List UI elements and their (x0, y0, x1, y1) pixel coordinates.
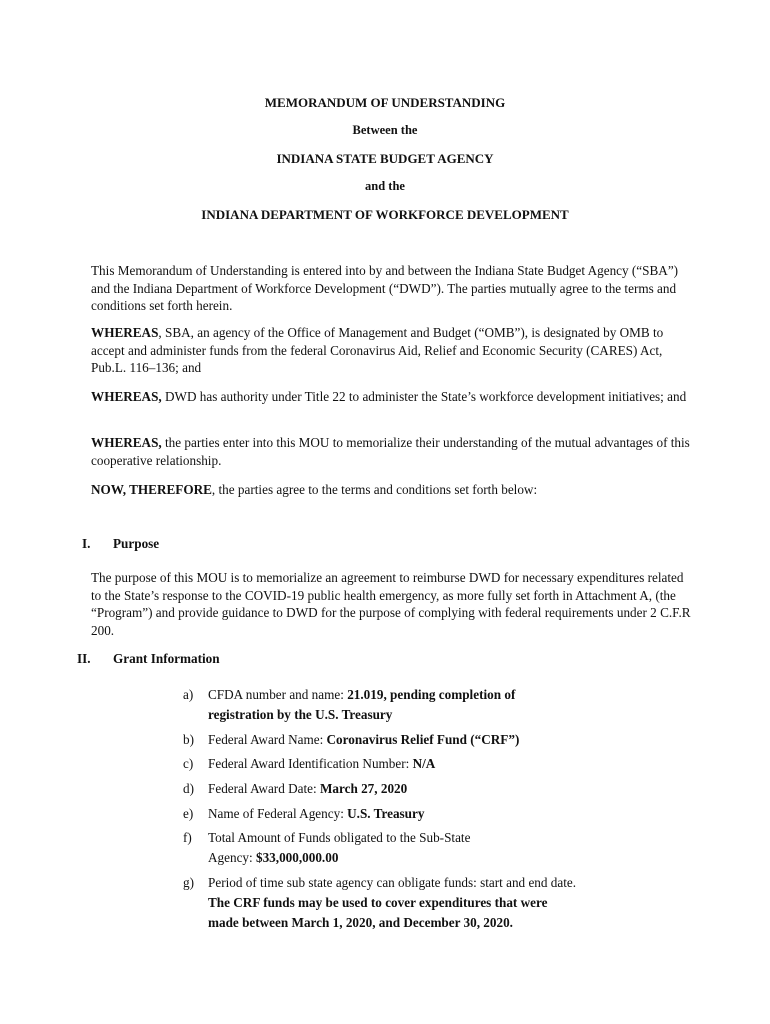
section-2-heading: Grant Information (113, 651, 220, 666)
list-item-label: g) (183, 875, 194, 890)
recital-1 (91, 324, 691, 377)
list-item-text: Period of time sub state agency can obligate funds: start and end date. The CRF funds may be used to cover expenditures that were made between March 1, 2020, and December 30, 2020. (208, 875, 577, 930)
list-item-text: CFDA number and name: 21.019, pending completion of registration by the U.S. Treasury (208, 687, 516, 722)
recital-3 (91, 434, 691, 469)
list-item-label: d) (183, 781, 194, 796)
section-1-body: The purpose of this MOU is to memorialize an agreement to reimburse DWD for necessary expenditures related to the State’s response to the COVID-19 public health emergency, as more fully set forth in Attachment A, (the “Program”) and provide guidance to DWD for the purpose of complying with federal requirements under 2 C.F.R 200. (91, 570, 691, 638)
recital-lead: WHEREAS (91, 325, 159, 340)
section-2-number: II. (77, 651, 91, 666)
recital-text: , the parties agree to the terms and conditions set forth below: (211, 482, 538, 497)
list-item-label: c) (183, 756, 194, 771)
list-item-text: Name of Federal Agency: U.S. Treasury (208, 806, 425, 821)
list-item-label: e) (183, 806, 194, 821)
list-item-label: b) (183, 732, 194, 747)
list-item-label: f) (183, 830, 192, 845)
intro-paragraph: This Memorandum of Understanding is entered into by and between the Indiana State Budget Agency (“SBA”) and the Indiana Department of Workforce Development (“DWD”). The parties mutually agree to the terms and conditions set forth herein. (91, 263, 679, 313)
recital-2 (91, 388, 691, 406)
recital-lead: NOW, THEREFORE (91, 482, 212, 497)
between-line: Between the (352, 123, 418, 137)
section-1-number: I. (82, 536, 91, 551)
recital-lead: WHEREAS, (91, 389, 162, 404)
list-item-text: Federal Award Date: March 27, 2020 (208, 781, 408, 796)
list-item-text: Federal Award Identification Number: N/A (208, 756, 436, 771)
recital-text: , SBA, an agency of the Office of Management and Budget (“OMB”), is designated by OMB to accept and administer funds from the federal Coronavirus Aid, Relief and Economic Security (CARES) Act, Pub.L. 116–136; and (91, 325, 664, 375)
party-one: INDIANA STATE BUDGET AGENCY (276, 151, 494, 166)
section-1-heading: Purpose (113, 536, 160, 551)
recital-text: the parties enter into this MOU to memorialize their understanding of the mutual advantages of this cooperative relationship. (91, 435, 690, 468)
recital-4 (91, 481, 691, 499)
and-line: and the (365, 179, 405, 193)
recital-lead: WHEREAS, (91, 435, 162, 450)
list-item-text: Federal Award Name: Coronavirus Relief Fund (“CRF”) (208, 732, 520, 747)
party-two: INDIANA DEPARTMENT OF WORKFORCE DEVELOPMENT (201, 207, 569, 222)
document-title: MEMORANDUM OF UNDERSTANDING (264, 95, 506, 110)
list-item-label: a) (183, 687, 194, 702)
list-item-text: Total Amount of Funds obligated to the Sub-State Agency: $33,000,000.00 (208, 830, 471, 865)
recital-text: DWD has authority under Title 22 to administer the State’s workforce development initiatives; and (161, 389, 687, 404)
